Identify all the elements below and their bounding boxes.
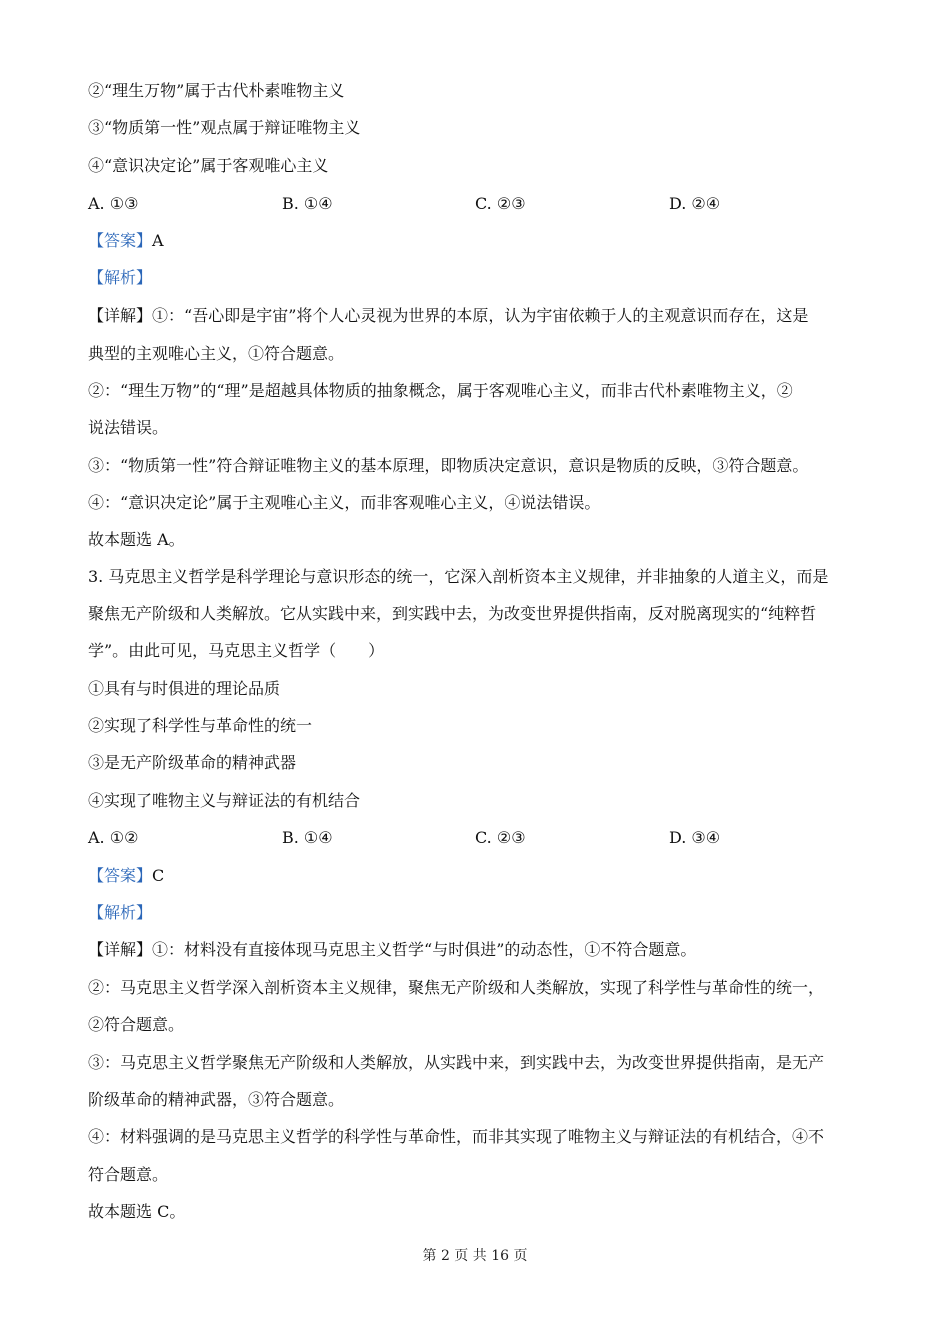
q3-stem-line: 学”。由此可见，马克思主义哲学（ ） xyxy=(88,641,385,660)
q2-statement-2: ②“理生万物”属于古代朴素唯物主义 xyxy=(88,81,345,100)
q3-detail-line: ④：材料强调的是马克思主义哲学的科学性与革命性，而非其实现了唯物主义与辩证法的有机结合，④不 xyxy=(88,1127,825,1146)
detail-text: ①：“吾心即是宇宙”将个人心灵视为世界的本原，认为宇宙依赖于人的主观意识而存在，这是 xyxy=(152,306,809,325)
q2-detail-line: 说法错误。 xyxy=(88,418,169,437)
answer-tag: 【答案】 xyxy=(88,231,153,250)
q3-option-c: C. ②③ xyxy=(475,828,526,847)
q2-detail-line: ③：“物质第一性”符合辩证唯物主义的基本原理，即物质决定意识，意识是物质的反映，③符合题意。 xyxy=(88,456,809,475)
q2-option-a: A. ①③ xyxy=(88,194,139,213)
q3-stem-line: 3. 马克思主义哲学是科学理论与意识形态的统一，它深入剖析资本主义规律，并非抽象的人道主义，而是 xyxy=(88,567,829,586)
answer-value: C xyxy=(152,866,165,885)
q3-statement-1: ①具有与时俱进的理论品质 xyxy=(88,679,281,698)
q3-detail-line: ②：马克思主义哲学深入剖析资本主义规律，聚焦无产阶级和人类解放，实现了科学性与革命性的统一， xyxy=(88,978,825,997)
detail-tag: 【详解】 xyxy=(88,306,153,325)
q2-option-b: B. ①④ xyxy=(282,194,333,213)
page-footer: 第 2 页 共 16 页 xyxy=(422,1248,528,1264)
q3-statement-2: ②实现了科学性与革命性的统一 xyxy=(88,716,313,735)
q2-detail-line: ④：“意识决定论”属于主观唯心主义，而非客观唯心主义，④说法错误。 xyxy=(88,493,601,512)
q3-conclusion: 故本题选 C。 xyxy=(88,1202,186,1221)
q2-detail-line: ②：“理生万物”的“理”是超越具体物质的抽象概念，属于客观唯心主义，而非古代朴素唯物主义，② xyxy=(88,381,793,400)
q2-option-c: C. ②③ xyxy=(475,194,526,213)
q2-answer xyxy=(88,231,863,251)
q3-analysis-tag: 【解析】 xyxy=(88,903,153,922)
q3-detail-line: ②符合题意。 xyxy=(88,1015,185,1034)
answer-value: A xyxy=(152,231,164,250)
q3-statement-4: ④实现了唯物主义与辩证法的有机结合 xyxy=(88,791,361,810)
q2-detail-line xyxy=(88,306,863,326)
detail-tag: 【详解】 xyxy=(88,940,153,959)
detail-text: ①：材料没有直接体现马克思主义哲学“与时俱进”的动态性，①不符合题意。 xyxy=(152,940,697,959)
answer-tag: 【答案】 xyxy=(88,866,153,885)
q2-conclusion: 故本题选 A。 xyxy=(88,530,185,549)
q2-option-d: D. ②④ xyxy=(669,194,721,213)
q3-statement-3: ③是无产阶级革命的精神武器 xyxy=(88,753,297,772)
q3-option-b: B. ①④ xyxy=(282,828,333,847)
q3-stem-line: 聚焦无产阶级和人类解放。它从实践中来，到实践中去，为改变世界提供指南，反对脱离现实的“纯粹哲 xyxy=(88,604,817,623)
q3-answer xyxy=(88,866,863,886)
q2-statement-3: ③“物质第一性”观点属于辩证唯物主义 xyxy=(88,118,361,137)
q2-analysis-tag: 【解析】 xyxy=(88,268,153,287)
q3-detail-line: 阶级革命的精神武器，③符合题意。 xyxy=(88,1090,345,1109)
q3-option-a: A. ①② xyxy=(88,828,139,847)
q2-detail-line: 典型的主观唯心主义，①符合题意。 xyxy=(88,344,345,363)
q3-detail-line xyxy=(88,940,863,960)
q3-option-d: D. ③④ xyxy=(669,828,721,847)
q2-statement-4: ④“意识决定论”属于客观唯心主义 xyxy=(88,156,329,175)
q3-detail-line: ③：马克思主义哲学聚焦无产阶级和人类解放，从实践中来，到实践中去，为改变世界提供指南，是无产 xyxy=(88,1053,825,1072)
q3-detail-line: 符合题意。 xyxy=(88,1165,169,1184)
